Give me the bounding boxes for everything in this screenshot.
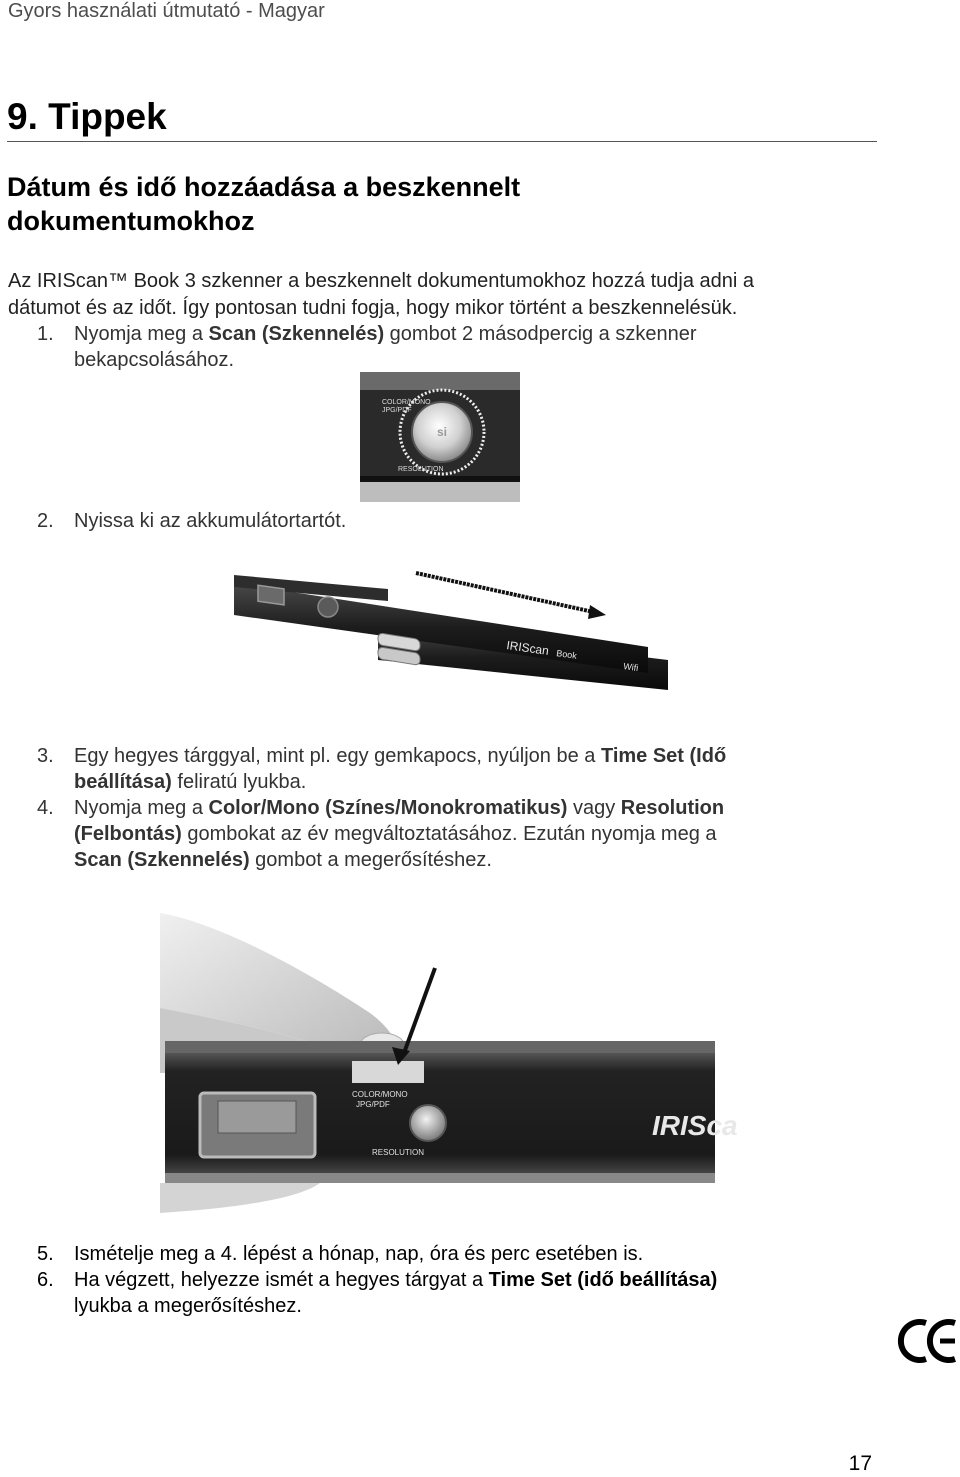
step-number: 1. [37, 323, 54, 345]
step-number: 5. [37, 1243, 54, 1265]
color-mono-term: Color/Mono (Színes/Monokromatikus) [208, 797, 568, 819]
scan-button-photo [360, 372, 520, 502]
page-number: 17 [848, 1452, 872, 1475]
format-label: JPG/PDF [356, 1100, 390, 1109]
step-text: gombot a megerősítéshez. [249, 849, 492, 871]
intro-line-1: Az IRIScan™ Book 3 szkenner a beszkennelt dokumentumokhoz hozzá tudja adni a [8, 270, 754, 292]
scan-button-term: Scan (Szkennelés) [208, 323, 385, 345]
scan-button-term: Scan (Szkennelés) [74, 849, 250, 871]
intro-paragraph [8, 268, 888, 322]
step-text: Nyomja meg a [74, 323, 209, 345]
brand-label: IRIScan [505, 638, 550, 658]
step-number: 3. [37, 745, 54, 767]
time-set-term: Time Set (Idő [600, 745, 727, 767]
step-number: 4. [37, 797, 54, 819]
resolution-label: RESOLUTION [398, 466, 444, 473]
svg-text:si: si [436, 425, 448, 439]
step-text: bekapcsolásához. [74, 349, 235, 371]
step-text: Egy hegyes tárggyal, mint pl. egy gemkapocs, nyúljon be a [74, 745, 601, 767]
step-text: Nyissa ki az akkumulátortartót. [74, 510, 347, 532]
ce-mark-icon [900, 1317, 960, 1365]
format-label: JPG/PDF [382, 407, 412, 414]
section-divider [7, 141, 877, 142]
subsection-title: Dátum és idő hozzáadása a beszkennelt dokumentumokhoz [7, 172, 521, 236]
resolution-term: Resolution [620, 797, 725, 819]
time-set-term-cont: beállítása) [74, 771, 172, 793]
step-text: lyukba a megerősítéshez. [74, 1295, 302, 1317]
step-text: gombokat az év megváltoztatásához. Ezután nyomja meg a [181, 823, 717, 845]
resolution-term-cont: (Felbontás) [74, 823, 182, 845]
color-mono-label: COLOR/MONO [382, 399, 431, 406]
color-mono-label: COLOR/MONO [352, 1090, 408, 1099]
step-text: Nyomja meg a [74, 797, 209, 819]
resolution-label: RESOLUTION [372, 1148, 425, 1157]
step-text: feliratú lyukba. [171, 771, 307, 793]
step-number: 6. [37, 1269, 54, 1291]
wifi-label: Wifi [622, 661, 639, 674]
step-text: gombot 2 másodpercig a szkenner [384, 323, 697, 345]
brand-suffix-label: Book [555, 648, 578, 661]
brand-label: IRISca [652, 1110, 738, 1141]
step-text: vagy [567, 797, 621, 819]
step-text: Ismételje meg a 4. lépést a hónap, nap, óra és perc esetében is. [74, 1243, 644, 1265]
time-set-photo [160, 913, 738, 1213]
intro-line-2: dátumot és az időt. Így pontosan tudni fogja, hogy mikor történt a beszkennelésük. [8, 297, 738, 319]
step-text: Ha végzett, helyezze ismét a hegyes tárgyat a [74, 1269, 489, 1291]
battery-compartment-photo [228, 565, 688, 700]
section-title: 9. Tippek [7, 96, 167, 137]
step-number: 2. [37, 510, 54, 532]
running-header: Gyors használati útmutató - Magyar [8, 0, 325, 22]
time-set-term: Time Set (idő beállítása) [488, 1269, 718, 1291]
